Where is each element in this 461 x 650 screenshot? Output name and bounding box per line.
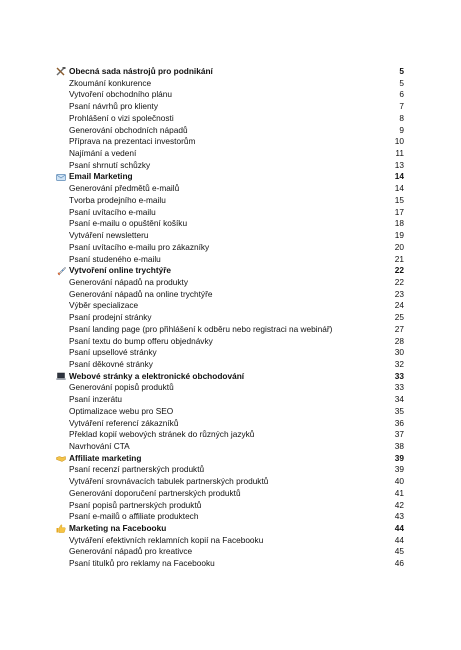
toc-entry-page: 21 [394, 253, 404, 264]
toc-entry-label: Generování nápadů na produkty [69, 276, 189, 287]
toc-entry[interactable] [56, 101, 404, 113]
toc-entry[interactable] [56, 406, 404, 418]
laptop-icon [56, 372, 66, 381]
toc-entry[interactable] [56, 289, 404, 301]
toc-entry-page: 42 [394, 499, 404, 510]
toc-entry-page: 22 [394, 276, 404, 287]
toc-entry[interactable] [56, 336, 404, 348]
toc-entry[interactable] [56, 488, 404, 500]
toc-entry-label: Vytváření newsletteru [69, 230, 149, 241]
toc-section-heading[interactable] [56, 453, 404, 465]
toc-entry-label: Vytváření efektivních reklamních kopií na Facebooku [69, 534, 264, 545]
toc-entry-label: Vytváření srovnávacích tabulek partnerských produktů [69, 476, 269, 487]
rocket-icon [56, 267, 66, 276]
toc-entry-label: Optimalizace webu pro SEO [69, 405, 174, 416]
toc-entry-label: Generování obchodních nápadů [69, 124, 188, 135]
handshake-icon [56, 454, 66, 463]
email-icon [56, 173, 66, 182]
toc-entry-label: Psaní landing page (pro přihlášení k odběru nebo registraci na webinář) [69, 323, 333, 334]
toc-entry[interactable] [56, 89, 404, 101]
toc-entry-page: 40 [394, 476, 404, 487]
toc-entry-page: 19 [394, 230, 404, 241]
toc-entry-page: 5 [399, 77, 404, 88]
toc-section-heading[interactable] [56, 265, 404, 277]
toc-entry-label: Překlad kopií webových stránek do různých jazyků [69, 429, 255, 440]
toc-section-page: 44 [394, 523, 404, 534]
toc-entry-page: 10 [394, 136, 404, 147]
toc-entry[interactable] [56, 242, 404, 254]
toc-entry-label: Najímání a vedení [69, 148, 137, 159]
toc-entry-label: Navrhování CTA [69, 441, 130, 451]
toc-entry-page: 8 [399, 112, 404, 123]
tools-icon [56, 67, 66, 76]
toc-entry[interactable] [56, 441, 404, 453]
toc-entry-label: Vytváření referencí zákazníků [69, 417, 179, 428]
toc-entry-page: 35 [394, 405, 404, 416]
toc-entry-label: Výběr specializace [69, 300, 139, 311]
toc-section-title: Obecná sada nástrojů pro podnikání [69, 66, 213, 76]
toc-entry[interactable] [56, 218, 404, 230]
toc-entry-page: 30 [394, 347, 404, 358]
toc-entry-label: Příprava na prezentaci investorům [69, 136, 196, 147]
toc-entry[interactable] [56, 125, 404, 137]
toc-entry-page: 20 [394, 241, 404, 252]
toc-entry[interactable] [56, 418, 404, 430]
toc-entry-page: 15 [394, 194, 404, 205]
toc-entry[interactable] [56, 195, 404, 207]
toc-entry-label: Psaní upsellové stránky [69, 347, 157, 358]
toc-entry-label: Psaní popisů partnerských produktů [69, 499, 202, 510]
toc-section-title: Affiliate marketing [69, 452, 142, 463]
toc-entry-page: 24 [394, 300, 404, 311]
toc-entry[interactable] [56, 113, 404, 125]
toc-entry[interactable] [56, 546, 404, 558]
toc-section-heading[interactable] [56, 171, 404, 183]
toc-entry-label: Psaní recenzí partnerských produktů [69, 464, 205, 475]
toc-section-page: 5 [399, 66, 404, 76]
toc-entry[interactable] [56, 511, 404, 523]
toc-entry-label: Psaní studeného e-mailu [69, 253, 161, 264]
toc-entry-page: 45 [394, 546, 404, 557]
toc-entry-page: 13 [394, 159, 404, 170]
toc-entry[interactable] [56, 207, 404, 219]
toc-entry[interactable] [56, 429, 404, 441]
toc-entry-label: Generování předmětů e-mailů [69, 183, 180, 194]
toc-entry-page: 46 [394, 558, 404, 569]
toc-entry-page: 9 [399, 124, 404, 135]
toc-section-page: 33 [394, 370, 404, 381]
toc-entry[interactable] [56, 359, 404, 371]
toc-entry-page: 6 [399, 89, 404, 100]
toc-entry[interactable] [56, 160, 404, 172]
toc-entry[interactable] [56, 136, 404, 148]
toc-entry-label: Generování nápadů na online trychtýře [69, 288, 213, 299]
toc-entry[interactable] [56, 312, 404, 324]
toc-entry-page: 34 [394, 394, 404, 405]
toc-entry-label: Generování popisů produktů [69, 382, 174, 393]
table-of-contents [56, 66, 404, 570]
toc-entry-page: 11 [395, 148, 404, 159]
toc-entry-label: Psaní textu do bump offeru objednávky [69, 335, 213, 346]
toc-entry[interactable] [56, 277, 404, 289]
toc-entry-label: Psaní děkovné stránky [69, 358, 153, 369]
toc-entry-page: 7 [399, 101, 404, 112]
toc-section-page: 39 [394, 452, 404, 463]
toc-entry-page: 37 [394, 429, 404, 440]
toc-entry-page: 32 [394, 358, 404, 369]
toc-entry-label: Psaní e-mailu o opuštění košíku [69, 218, 188, 229]
toc-section-page: 14 [394, 171, 404, 182]
toc-entry-page: 43 [394, 511, 404, 522]
toc-entry-label: Psaní inzerátu [69, 394, 123, 405]
toc-entry-label: Generování doporučení partnerských produktů [69, 487, 241, 498]
toc-entry[interactable] [56, 254, 404, 266]
toc-section-heading[interactable] [56, 371, 404, 383]
toc-entry[interactable] [56, 464, 404, 476]
toc-section-title: Webové stránky a elektronické obchodování [69, 370, 245, 381]
toc-entry-page: 36 [394, 417, 404, 428]
toc-section-heading[interactable] [56, 523, 404, 535]
toc-entry-label: Vytvoření obchodního plánu [69, 89, 173, 100]
toc-entry[interactable] [56, 78, 404, 90]
toc-entry-page: 39 [394, 464, 404, 475]
toc-entry[interactable] [56, 476, 404, 488]
toc-entry-label: Psaní prodejní stránky [69, 312, 152, 323]
toc-entry[interactable] [56, 148, 404, 160]
toc-entry-label: Generování nápadů pro kreativce [69, 546, 193, 557]
toc-entry[interactable] [56, 558, 404, 570]
toc-entry-page: 27 [394, 323, 404, 334]
toc-entry-page: 25 [394, 312, 404, 323]
toc-entry-page: 28 [394, 335, 404, 346]
toc-section-title: Email Marketing [69, 171, 133, 182]
toc-entry-page: 18 [394, 218, 404, 229]
toc-entry[interactable] [56, 500, 404, 512]
toc-entry[interactable] [56, 347, 404, 359]
toc-entry-label: Tvorba prodejního e-mailu [69, 194, 166, 205]
toc-entry-label: Psaní shrnutí schůzky [69, 159, 151, 170]
toc-section-title: Vytvoření online trychtýře [69, 265, 172, 276]
toc-entry[interactable] [56, 535, 404, 547]
toc-entry-page: 33 [394, 382, 404, 393]
toc-entry-label: Psaní uvítacího e-mailu [69, 206, 156, 217]
toc-section-page: 22 [394, 265, 404, 276]
toc-entry-page: 14 [394, 183, 404, 194]
toc-entry-label: Zkoumání konkurence [69, 77, 152, 88]
toc-entry-label: Psaní návrhů pro klienty [69, 101, 159, 112]
toc-entry[interactable] [56, 230, 404, 242]
toc-entry-page: 23 [394, 288, 404, 299]
toc-entry[interactable] [56, 382, 404, 394]
toc-entry[interactable] [56, 324, 404, 336]
toc-section-title: Marketing na Facebooku [69, 523, 167, 534]
toc-entry-page: 41 [394, 487, 404, 498]
toc-entry-label: Psaní titulků pro reklamy na Facebooku [69, 558, 215, 569]
toc-entry-label: Psaní e-mailů o affiliate produktech [69, 511, 199, 522]
toc-entry-page: 17 [394, 206, 404, 217]
toc-entry-page: 44 [394, 534, 404, 545]
toc-entry[interactable] [56, 300, 404, 312]
toc-entry[interactable] [56, 394, 404, 406]
thumbs-up-icon [56, 524, 66, 533]
toc-entry-label: Prohlášení o vizi společnosti [69, 112, 174, 123]
toc-entry-page: 38 [394, 441, 404, 451]
toc-section-heading[interactable] [56, 66, 404, 78]
toc-entry-label: Psaní uvítacího e-mailu pro zákazníky [69, 241, 210, 252]
toc-entry[interactable] [56, 183, 404, 195]
